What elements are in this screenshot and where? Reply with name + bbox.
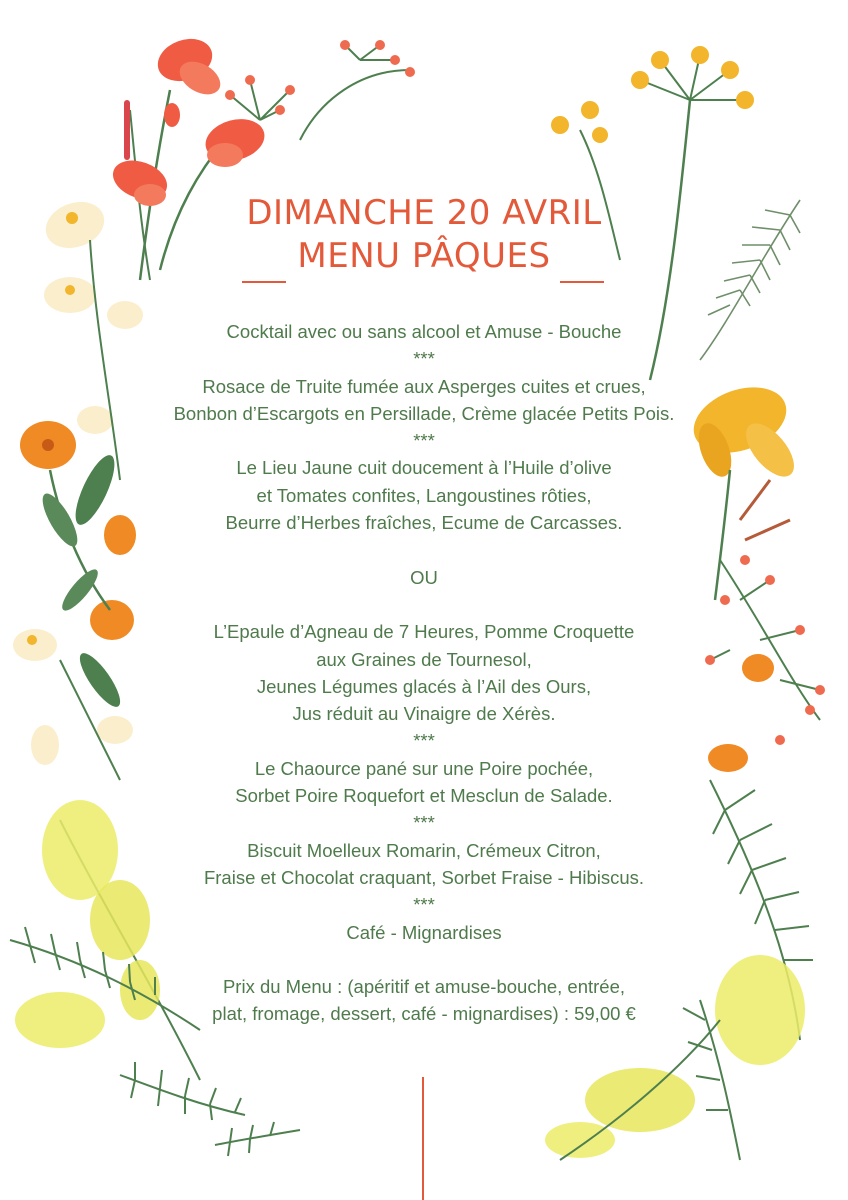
- menu-entree-line: Rosace de Truite fumée aux Asperges cuites et crues,: [202, 375, 646, 397]
- menu-aperitif: Cocktail avec ou sans alcool et Amuse - Bouche: [226, 321, 622, 342]
- menu-entree-line: Bonbon d’Escargots en Persillade, Crème glacée Petits Pois.: [173, 402, 675, 424]
- menu-separator: ***: [413, 730, 435, 752]
- title-rule-right: [560, 281, 604, 283]
- menu-meat-line: aux Graines de Tournesol,: [316, 648, 532, 670]
- menu-title: MENU PÂQUES: [297, 236, 551, 276]
- menu-fish-line: Beurre d’Herbes fraîches, Ecume de Carcasses.: [225, 512, 623, 534]
- menu-price-line: Prix du Menu : (apéritif et amuse-bouche, entrée,: [222, 976, 626, 998]
- menu-date-title: DIMANCHE 20 AVRIL: [246, 193, 602, 233]
- menu-separator: ***: [413, 812, 435, 834]
- menu-dessert-line: Fraise et Chocolat craquant, Sorbet Fraise - Hibiscus.: [203, 866, 645, 888]
- bottom-vertical-rule: [422, 1077, 424, 1200]
- menu-cheese-line: Le Chaource pané sur une Poire pochée,: [254, 757, 594, 779]
- menu-fish-line: et Tomates confites, Langoustines rôties,: [256, 484, 592, 506]
- menu-dessert-line: Biscuit Moelleux Romarin, Crémeux Citron,: [247, 839, 601, 861]
- menu-meat-line: L’Epaule d’Agneau de 7 Heures, Pomme Croquette: [213, 621, 635, 643]
- menu-content: [124, 318, 724, 1028]
- title-rule-left: [242, 281, 286, 283]
- menu-coffee: Café - Mignardises: [346, 921, 502, 943]
- menu-or: OU: [410, 566, 438, 588]
- menu-meat-line: Jus réduit au Vinaigre de Xérès.: [292, 703, 556, 725]
- menu-cheese-line: Sorbet Poire Roquefort et Mesclun de Salade.: [235, 785, 613, 807]
- menu-separator: ***: [413, 894, 435, 916]
- menu-separator: ***: [413, 348, 435, 370]
- menu-meat-line: Jeunes Légumes glacés à l’Ail des Ours,: [256, 675, 592, 697]
- menu-separator: ***: [413, 430, 435, 452]
- menu-fish-line: Le Lieu Jaune cuit doucement à l’Huile d’olive: [236, 457, 612, 479]
- menu-price-line: plat, fromage, dessert, café - mignardises) : 59,00 €: [212, 1003, 636, 1025]
